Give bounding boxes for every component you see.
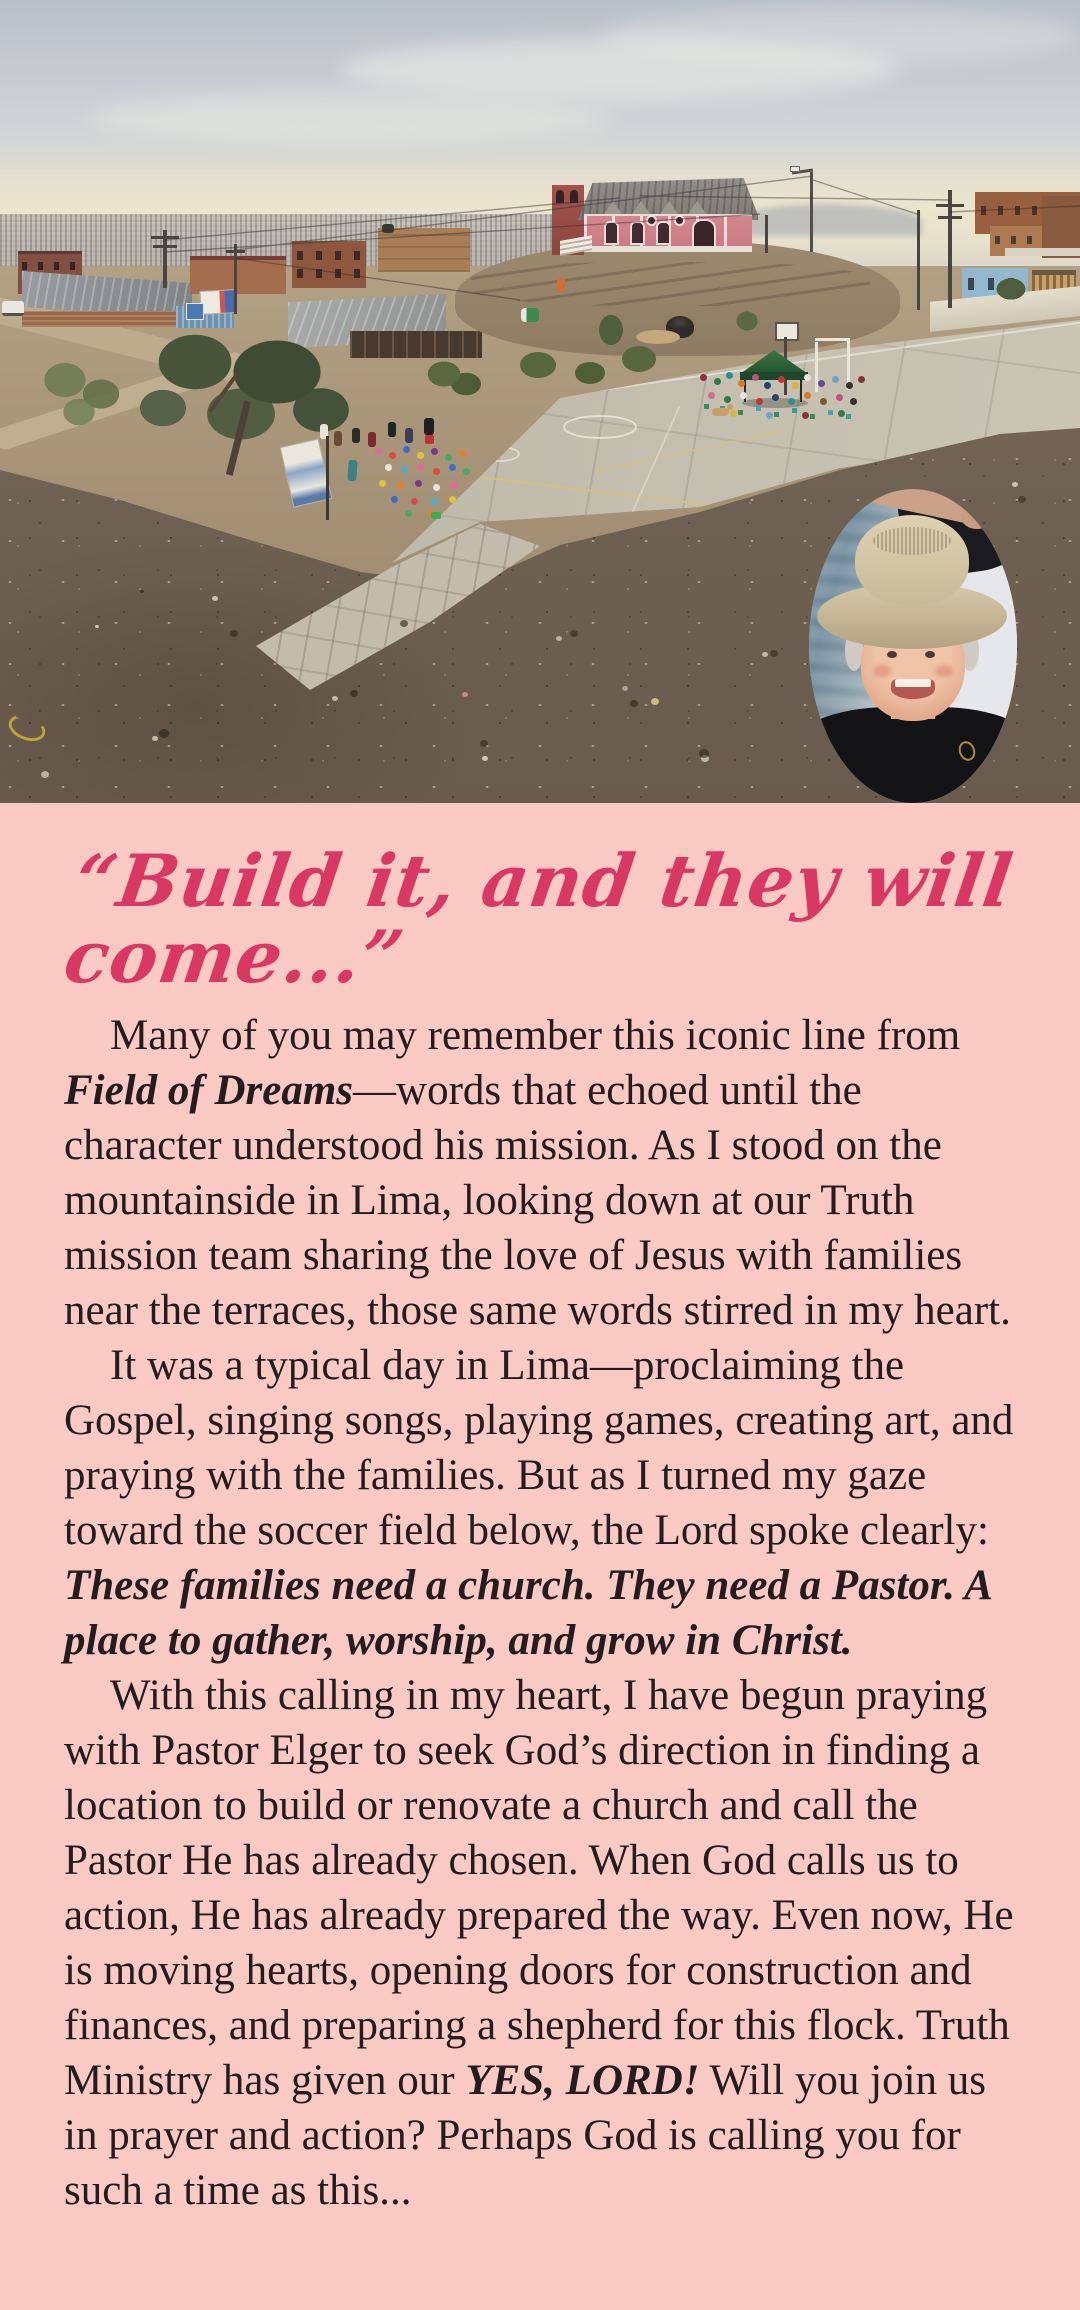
court-yellow-line xyxy=(480,476,709,506)
court-center-circle xyxy=(563,415,637,439)
crowd-under-canopy xyxy=(700,374,707,381)
bush xyxy=(988,272,1034,306)
paragraph-text: With this calling in my heart, I have begun praying with Pastor Elger to seek God’s direction in finding a location to build or renovate a church and call the Pastor He has already chosen. When God calls us to action, He has already prepared the way. Even now, He is moving hearts, opening doors for construction and finances, and preparing a shepherd for this flock. Truth Ministry has given our xyxy=(64,1672,1014,2105)
teeth xyxy=(895,679,931,687)
gravel-pile xyxy=(636,330,680,344)
small-tree xyxy=(418,350,488,404)
paragraph-2 xyxy=(64,1338,1014,1668)
scattered-debris xyxy=(95,625,99,628)
calling-emphasis: These families need a church. They need a Pastor. A place to gather, worship, and grow in Christ. xyxy=(64,1562,991,1665)
worker-figure xyxy=(557,278,565,292)
paragraph-3 xyxy=(64,1668,1014,2218)
goal-crossbar xyxy=(815,338,850,341)
scattered-rocks xyxy=(140,590,144,593)
canopy-leg xyxy=(800,380,802,402)
small-tree xyxy=(592,308,630,362)
headline: “Build it, and they will come...” xyxy=(59,838,1019,999)
basketball-backboard xyxy=(775,322,799,341)
canopy-shadow xyxy=(742,398,808,408)
dog-head xyxy=(727,404,733,410)
hat-mesh-band xyxy=(873,527,951,555)
small-tree xyxy=(35,350,135,432)
canopy-skirt xyxy=(740,372,808,380)
movie-title-emphasis: Field of Dreams xyxy=(64,1067,354,1115)
bush xyxy=(575,362,605,384)
man-black-shirt xyxy=(424,418,434,435)
inset-portrait-missionary xyxy=(809,489,1017,803)
newsletter-body xyxy=(0,803,1080,2310)
adult-in-blue xyxy=(347,460,357,482)
cheek xyxy=(873,665,891,677)
paragraph-text: —words that echoed until the character understood his mission. As I stood on the mountainside in Lima, looking down at our Truth mission team sharing the love of Jesus with families near the terraces, those same words stirred in my heart. xyxy=(64,1067,1011,1335)
eye xyxy=(887,651,897,658)
bush xyxy=(520,352,556,378)
mission-field-photo xyxy=(0,0,1080,803)
moto-taxi xyxy=(521,308,539,322)
court-yellow-line xyxy=(596,431,782,472)
canopy-leg xyxy=(744,380,746,402)
banner-pole xyxy=(326,436,329,520)
goal-post xyxy=(847,338,850,390)
paragraph-text: Many of you may remember this iconic line from xyxy=(110,1012,961,1060)
yes-lord-emphasis: YES, LORD! xyxy=(465,2057,700,2105)
goal-post xyxy=(815,342,818,392)
eye xyxy=(925,651,935,658)
seated-children-group xyxy=(375,448,382,455)
green-stool xyxy=(431,512,441,519)
background-person-hand xyxy=(961,505,993,529)
paragraph-text: It was a typical day in Lima—proclaiming the Gospel, singing songs, playing games, creating art, and praying with the families. But as I turned my gaze toward the soccer field below, the Lord spoke clearly: xyxy=(64,1342,1014,1555)
sun-hat-crown xyxy=(855,515,969,605)
smile xyxy=(891,679,935,699)
plastic-chairs xyxy=(704,404,709,409)
article-text xyxy=(64,1008,1014,2218)
dog xyxy=(712,408,729,416)
large-tree xyxy=(135,312,365,464)
red-shorts xyxy=(425,435,434,444)
cheek xyxy=(935,665,953,677)
paragraph-1 xyxy=(64,1008,1014,1338)
man-black-tshirt xyxy=(809,707,1017,803)
small-tree xyxy=(730,306,764,336)
paragraph-text: Will you join us in prayer and action? Perhaps God is calling you for such a time as this... xyxy=(64,2057,987,2215)
